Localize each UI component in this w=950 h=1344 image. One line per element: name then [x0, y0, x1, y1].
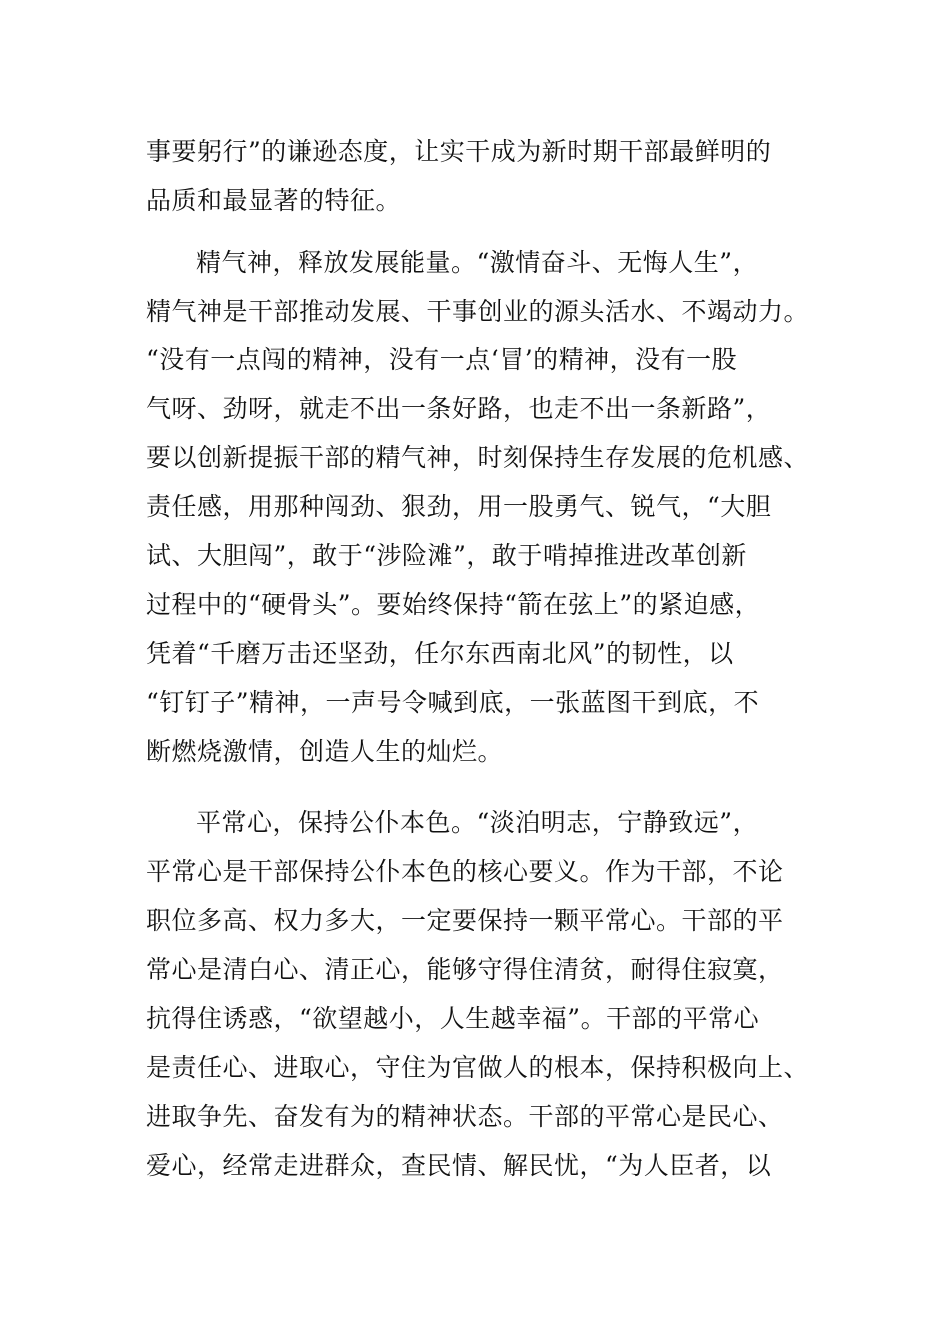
paragraph-start-line: 平常心，保持公仆本色。“淡泊明志，宁静致远”，: [196, 808, 759, 837]
paragraph-start-line: 精气神，释放发展能量。“激情奋斗、无悔人生”，: [196, 248, 759, 277]
text-line: 进取争先、奋发有为的精神状态。干部的平常心是民心、: [146, 1102, 784, 1131]
text-line: 气呀、劲呀，就走不出一条好路，也走不出一条新路”，: [146, 394, 772, 423]
text-line: 断燃烧激情，创造人生的灿烂。: [146, 737, 504, 766]
text-line: 要以创新提振干部的精气神，时刻保持生存发展的危机感、: [146, 443, 810, 472]
text-line: 平常心是干部保持公仆本色的核心要义。作为干部，不论: [146, 857, 784, 886]
text-line: 爱心，经常走进群众，查民情、解民忧，“为人臣者，以: [146, 1151, 772, 1180]
text-line: 试、大胆闯”，敢于“涉险滩”，敢于啃掉推进改革创新: [146, 541, 747, 570]
text-line: 凭着“千磨万击还坚劲，任尔东西南北风”的韧性，以: [146, 639, 734, 668]
text-line: 常心是清白心、清正心，能够守得住清贫，耐得住寂寞，: [146, 955, 784, 984]
text-line: 过程中的“硬骨头”。要始终保持“箭在弦上”的紧迫感，: [146, 590, 761, 619]
text-line: 品质和最显著的特征。: [146, 186, 402, 215]
text-line: 是责任心、进取心，守住为官做人的根本，保持积极向上、: [146, 1053, 810, 1082]
text-line: “没有一点闯的精神，没有一点‘冒’的精神，没有一股: [146, 345, 738, 374]
text-line: 精气神是干部推动发展、干事创业的源头活水、不竭动力。: [146, 297, 810, 326]
text-line: 事要躬行”的谦逊态度，让实干成为新时期干部最鲜明的: [146, 137, 772, 166]
text-line: 职位多高、权力多大，一定要保持一颗平常心。干部的平: [146, 906, 784, 935]
text-line: “钉钉子”精神，一声号令喊到底，一张蓝图干到底，不: [146, 688, 760, 717]
text-line: 责任感，用那种闯劲、狠劲，用一股勇气、锐气，“大胆: [146, 492, 772, 521]
text-line: 抗得住诱惑，“欲望越小，人生越幸福”。干部的平常心: [146, 1004, 760, 1033]
